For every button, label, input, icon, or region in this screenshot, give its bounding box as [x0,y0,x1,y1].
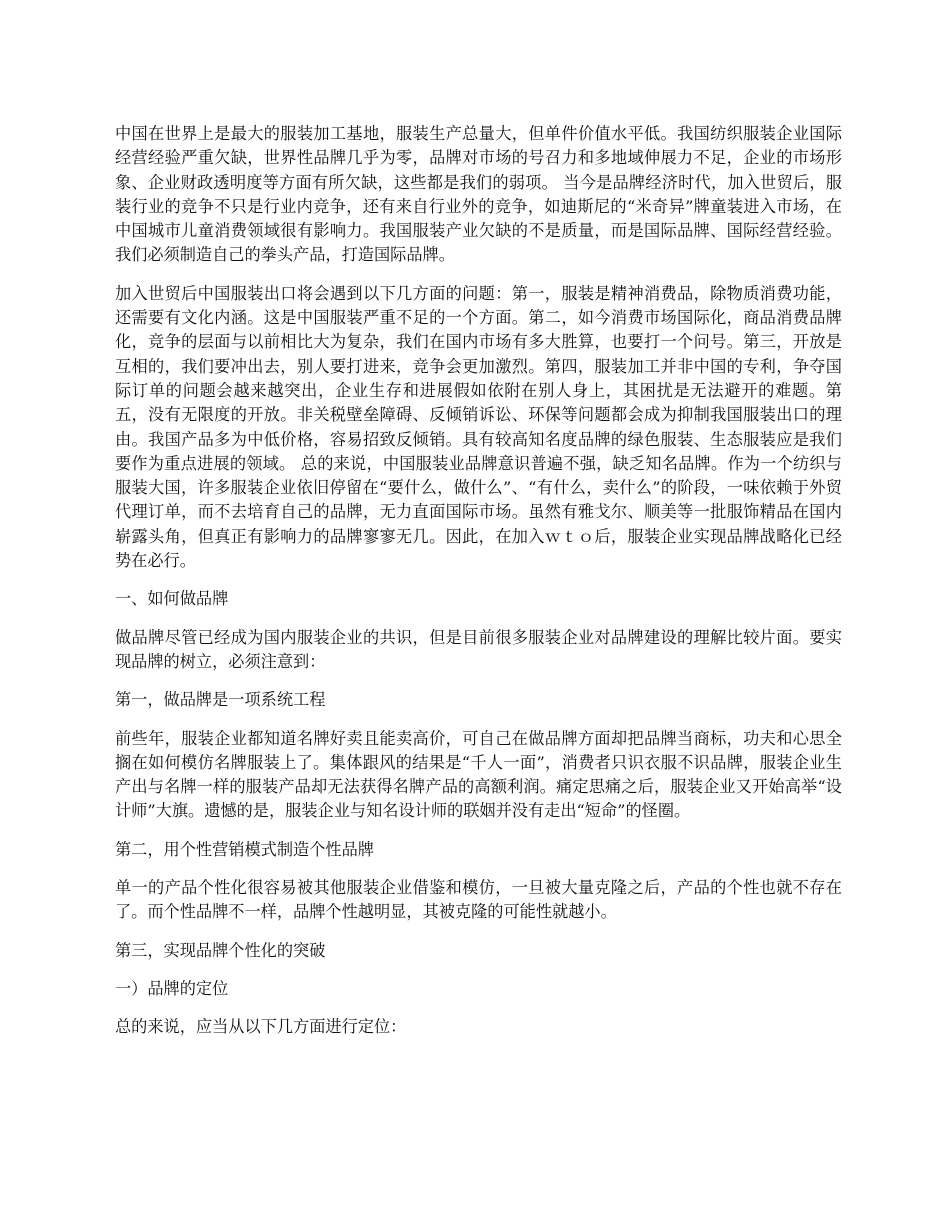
paragraph-positioning-aspects: 总的来说，应当从以下几方面进行定位： [115,1017,407,1037]
paragraph-personalization: 单一的产品个性化很容易被其他服装企业借鉴和模仿，一旦被大量克隆之后，产品的个性也就不存在了。而个性品牌不一样，品牌个性越明显，其被克隆的可能性就越小。 [115,878,842,922]
subheading-positioning: 一）品牌的定位 [115,978,229,998]
subheading-system-engineering: 第一，做品牌是一项系统工程 [115,690,326,710]
document-body [115,122,842,1054]
paragraph-brand-consensus: 做品牌尽管已经成为国内服装企业的共识，但是目前很多服装企业对品牌建设的理解比较片面。要实现品牌的树立，必须注意到： [115,627,842,671]
subheading-breakthrough: 第三，实现品牌个性化的突破 [115,940,326,960]
subheading-personalized-marketing: 第二，用个性营销模式制造个性品牌 [115,839,374,859]
section-heading-how-to-brand: 一、如何做品牌 [115,589,229,609]
paragraph-imitation: 前些年，服装企业都知道名牌好卖且能卖高价，可自己在做品牌方面却把品牌当商标，功夫和心思全搁在如何模仿名牌服装上了。集体跟风的结果是“千人一面”，消费者只识衣服不识品牌，服装企业生产出与名牌一样的服装产品却无法获得名牌产品的高额利润。痛定思痛之后，服装企业又开始高举“设计师”大旗。遗憾的是，服装企业与知名设计师的联姻并没有走出“短命”的怪圈。 [115,728,842,821]
paragraph-intro: 中国在世界上是最大的服装加工基地，服装生产总量大，但单件价值水平低。我国纺织服装企业国际经营经验严重欠缺，世界性品牌几乎为零，品牌对市场的号召力和多地域伸展力不足，企业的市场形象、企业财政透明度等方面有所欠缺，这些都是我们的弱项。 当今是品牌经济时代，加入世贸后，服装行业的竞争不只是行业内竞争，还有来自行业外的竞争，如迪斯尼的“米奇异”牌童装进入市场，在中国城市儿童消费领域很有影响力。我国服装产业欠缺的不是质量，而是国际品牌、国际经营经验。我们必须制造自己的拳头产品，打造国际品牌。 [115,124,842,265]
paragraph-wto-problems: 加入世贸后中国服装出口将会遇到以下几方面的问题：第一，服装是精神消费品，除物质消费功能，还需要有文化内涵。这是中国服装严重不足的一个方面。第二，如今消费市场国际化，商品消费品牌化，竞争的层面与以前相比大为复杂，我们在国内市场有多大胜算，也要打一个问号。第三，开放是互相的，我们要冲出去，别人要打进来，竞争会更加激烈。第四，服装加工并非中国的专利，争夺国际订单的问题会越来越突出，企业生存和进展假如依附在别人身上，其困扰是无法避开的难题。第五，没有无限度的开放。非关税壁垒障碍、反倾销诉讼、环保等问题都会成为抑制我国服装出口的理由。我国产品多为中低价格，容易招致反倾销。具有较高知名度品牌的绿色服装、生态服装应是我们要作为重点进展的领域。 总的来说，中国服装业品牌意识普遍不强，缺乏知名品牌。作为一个纺织与服装大国，许多服装企业依旧停留在“要什么，做什么”、“有什么，卖什么”的阶段，一味依赖于外贸代理订单，而不去培育自己的品牌，无力直面国际市场。虽然有雅戈尔、顺美等一批服饰精品在国内崭露头角，但真正有影响力的品牌寥寥无几。因此，在加入ｗｔｏ后，服装企业实现品牌战略化已经势在必行。 [115,283,842,571]
